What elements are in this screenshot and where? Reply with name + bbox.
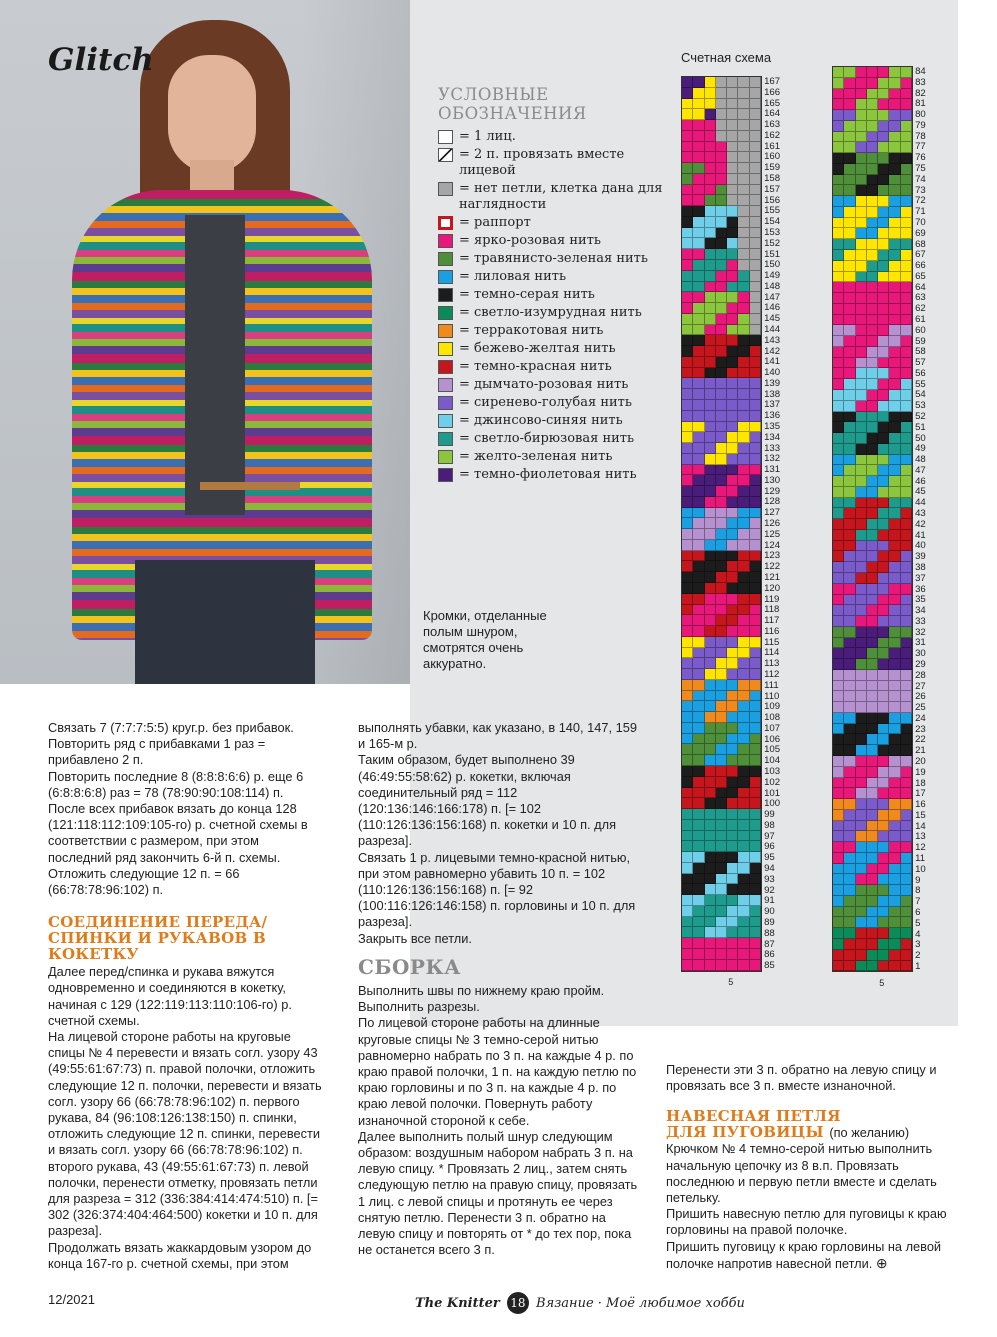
row-number: 71 — [915, 206, 926, 218]
row-number: 85 — [764, 960, 775, 972]
row-number: 31 — [915, 637, 926, 649]
legend-item — [438, 323, 668, 339]
row-number: 105 — [764, 744, 781, 756]
row-number: 97 — [764, 830, 775, 842]
row-number: 101 — [764, 787, 781, 799]
row-number: 143 — [764, 334, 781, 346]
legend-item — [438, 431, 668, 447]
row-number: 94 — [764, 863, 775, 875]
row-number: 122 — [764, 561, 781, 573]
legend-swatch — [438, 130, 453, 144]
row-number: 48 — [915, 454, 926, 466]
chart-grid-left — [681, 76, 762, 972]
row-number: 164 — [764, 108, 781, 120]
legend-label: = 2 п. провязать вместе лицевой — [459, 147, 625, 178]
row-number: 120 — [764, 582, 781, 594]
row-number: 84 — [915, 66, 926, 77]
row-number: 60 — [915, 324, 926, 336]
legend-label: = светло-бирюзовая нить — [459, 431, 635, 446]
paragraph: После всех прибавок вязать до конца 128 (121:118:112:109:105-го) р. счетной схемы в соответствии с размером, при этом последний ряд закончить 6-й п. схемы. Отложить следующие 12 п. = 66 (66:78:78:96:102) п. — [48, 801, 308, 898]
row-number: 139 — [764, 377, 781, 389]
row-number: 55 — [915, 378, 926, 390]
row-number: 54 — [915, 389, 926, 401]
row-number: 161 — [764, 140, 781, 152]
legend-swatch — [438, 324, 453, 338]
row-number: 74 — [915, 173, 926, 185]
row-number: 27 — [915, 680, 926, 692]
row-number: 165 — [764, 97, 781, 109]
row-number: 160 — [764, 151, 781, 163]
caption-line: аккуратно. — [423, 656, 487, 671]
paragraph: Связать 1 р. лицевыми темно-красной нитью, при этом равномерно убавить 10 п. = 102 (110:126:136:156:168) п. [= 92 (100:116:126:146:158) п. горловины и 10 п. для разреза]. — [358, 849, 636, 930]
row-number: 1 — [915, 960, 921, 972]
row-number: 129 — [764, 485, 781, 497]
grey-shirt — [185, 215, 245, 515]
magazine-tagline: Вязание · Моё любимое хобби — [536, 1296, 745, 1311]
legend-label: = темно-фиолетовая нить — [459, 467, 637, 482]
paragraph — [666, 1239, 958, 1272]
row-number: 47 — [915, 464, 926, 476]
row-number: 128 — [764, 496, 781, 508]
row-number: 124 — [764, 539, 781, 551]
row-number: 7 — [915, 896, 921, 908]
legend-item — [438, 251, 668, 267]
row-number: 43 — [915, 508, 926, 520]
legend-swatch — [438, 270, 453, 284]
legend-label: = желто-зеленая нить — [459, 449, 613, 464]
legend-label: = ярко-розовая нить — [459, 233, 601, 248]
row-number: 136 — [764, 410, 781, 422]
text-column-2 — [358, 720, 640, 1259]
row-number: 150 — [764, 259, 781, 271]
legend — [438, 85, 668, 485]
legend-item — [438, 147, 668, 179]
section-heading — [666, 1108, 958, 1141]
legend-label: = 1 лиц. — [459, 129, 516, 144]
row-number: 135 — [764, 421, 781, 432]
footer-magazine — [415, 1292, 745, 1314]
row-number: 109 — [764, 701, 781, 713]
row-number: 108 — [764, 712, 781, 724]
legend-label: = терракотовая нить — [459, 323, 604, 338]
legend-item — [438, 377, 668, 393]
paragraph: выполнять убавки, как указано, в 140, 147, 159 и 165-м р. — [358, 720, 637, 752]
row-number: 106 — [764, 733, 781, 745]
row-number: 114 — [764, 647, 780, 659]
row-number: 147 — [764, 291, 781, 303]
row-number: 13 — [915, 831, 926, 843]
row-numbers-left — [764, 77, 780, 972]
row-number: 38 — [915, 561, 926, 573]
row-number: 67 — [915, 249, 926, 261]
row-number: 99 — [764, 809, 775, 821]
row-number: 117 — [764, 615, 780, 627]
legend-item — [438, 181, 668, 213]
paragraph: Повторить последние 8 (8:8:8:6:6) р. еще 6 (6:8:8:6:8) раз = 78 (78:90:90:108:114) п. — [48, 768, 304, 800]
row-number: 15 — [915, 809, 926, 821]
row-number: 137 — [764, 399, 781, 411]
row-number: 100 — [764, 798, 781, 810]
row-number: 86 — [764, 949, 775, 961]
legend-label: = темно-красная нить — [459, 359, 612, 374]
row-number: 12 — [915, 842, 926, 854]
row-number: 51 — [915, 421, 926, 433]
legend-item — [438, 215, 668, 231]
legend-swatch — [438, 468, 453, 482]
row-number: 142 — [764, 345, 781, 357]
legend-item — [438, 287, 668, 303]
row-number: 22 — [915, 734, 926, 746]
row-number: 19 — [915, 766, 926, 778]
legend-item — [438, 359, 668, 375]
row-number: 90 — [764, 906, 775, 918]
row-number: 110 — [764, 690, 780, 702]
row-number: 162 — [764, 129, 781, 141]
row-number: 154 — [764, 216, 781, 228]
legend-swatch — [438, 450, 453, 464]
row-number: 89 — [764, 916, 775, 928]
legend-swatch — [438, 342, 453, 356]
legend-swatch — [438, 414, 453, 428]
row-number: 113 — [764, 658, 780, 670]
legend-swatch — [438, 182, 453, 196]
row-number: 103 — [764, 766, 781, 777]
legend-swatch — [438, 252, 453, 266]
row-number: 133 — [764, 442, 781, 454]
row-number: 151 — [764, 248, 781, 260]
row-number: 167 — [764, 76, 781, 87]
model-photo — [0, 0, 410, 684]
row-number: 130 — [764, 474, 781, 486]
row-number: 41 — [915, 529, 926, 541]
row-number: 29 — [915, 658, 926, 670]
row-number: 159 — [764, 162, 781, 174]
row-number: 96 — [764, 841, 775, 853]
row-number: 78 — [915, 130, 926, 142]
legend-label: = лиловая нить — [459, 269, 567, 284]
legend-item — [438, 341, 668, 357]
row-number: 69 — [915, 227, 926, 239]
row-number: 6 — [915, 906, 921, 918]
row-number: 46 — [915, 475, 926, 487]
row-number: 25 — [915, 702, 926, 714]
row-number: 155 — [764, 205, 781, 217]
row-number: 2 — [915, 950, 921, 962]
row-number: 95 — [764, 852, 775, 864]
row-number: 53 — [915, 400, 926, 412]
row-number: 156 — [764, 194, 781, 206]
magazine-name: The Knitter — [415, 1296, 500, 1311]
paragraph-text: Пришить пуговицу к краю горловины на левой полочке напротив навесной петли. — [666, 1238, 942, 1271]
row-number: 16 — [915, 799, 926, 811]
paragraph: Далее перед/спинка и рукава вяжутся одновременно и соединяются в кокетку, начиная с 129 (122:119:113:110:106-го) р. счетной схемы. — [48, 964, 292, 1028]
row-number: 107 — [764, 722, 781, 734]
row-number: 3 — [915, 939, 921, 951]
row-number: 36 — [915, 583, 926, 595]
row-number: 30 — [915, 648, 926, 660]
paragraph: Закрыть все петли. — [358, 930, 472, 946]
legend-label: = бежево-желтая нить — [459, 341, 616, 356]
legend-list — [438, 129, 668, 483]
end-mark-icon: ⊕ — [875, 1254, 888, 1271]
caption-line: смотрятся очень — [423, 640, 524, 655]
row-number: 132 — [764, 453, 781, 465]
row-number: 87 — [764, 938, 775, 950]
row-number: 65 — [915, 270, 926, 282]
legend-label: = раппорт — [459, 215, 531, 230]
legend-swatch — [438, 396, 453, 410]
row-number: 49 — [915, 443, 926, 455]
row-number: 76 — [915, 152, 926, 164]
text-column-1 — [48, 720, 324, 1272]
row-number: 126 — [764, 518, 781, 530]
paragraph: Таким образом, будет выполнено 39 (46:49:55:58:62) р. кокетки, включая соединительный ряд = 112 (120:136:146:166:178) п. [= 102 (110:126:136:156:168) п. кокетки и 10 п. для разреза]. — [358, 752, 616, 849]
paragraph: На лицевой стороне работы на круговые спицы № 4 перевести и вязать согл. узору 43 (49:55:61:67:73) п. правой полочки, отложить следующие 12 п. полочки, перевести и вязать согл. узору 66 (66:78:78:96:102) п. первого рукава, 84 (96:108:126:138:150) п. спинки, отложить следующие 12 п. спинки, перевести и вязать согл. узору 66 (66:78:78:96:102) п. второго рукава, 43 (49:55:61:67:73) п. левой полочки, перенести отметку, провязать петли для разреза = 312 (336:384:414:474:510) п. [= 302 (326:374:404:464:500) кокетки и 10 п. для разреза]. — [48, 1029, 322, 1239]
model-face — [168, 55, 256, 173]
row-number: 5 — [915, 917, 921, 929]
paragraph: Перенести эти 3 п. обратно на левую спицу и провязать все 3 п. вместе изнаночной. — [666, 1062, 937, 1094]
text-column-3 — [666, 1062, 958, 1272]
row-number: 8 — [915, 885, 921, 897]
row-number: 104 — [764, 755, 781, 767]
row-number: 134 — [764, 431, 781, 443]
legend-label: = травянисто-зеленая нить — [459, 251, 648, 266]
row-number: 82 — [915, 87, 926, 99]
row-number: 50 — [915, 432, 926, 444]
row-number: 141 — [764, 356, 781, 368]
row-number: 158 — [764, 173, 781, 185]
row-number: 26 — [915, 691, 926, 703]
row-number: 102 — [764, 776, 781, 788]
legend-label: = сиренево-голубая нить — [459, 395, 632, 410]
row-number: 81 — [915, 98, 926, 110]
legend-item — [438, 449, 668, 465]
row-number: 9 — [915, 874, 921, 886]
row-number: 23 — [915, 723, 926, 735]
legend-swatch — [438, 288, 453, 302]
row-number: 34 — [915, 605, 926, 617]
row-number: 18 — [915, 777, 926, 789]
legend-item — [438, 413, 668, 429]
legend-heading-line2: ОБОЗНАЧЕНИЯ — [438, 104, 587, 123]
row-number: 70 — [915, 216, 926, 228]
row-number: 40 — [915, 540, 926, 552]
row-number: 140 — [764, 367, 781, 379]
row-number: 157 — [764, 183, 781, 195]
column-number-left: 5 — [728, 976, 734, 987]
row-number: 17 — [915, 788, 926, 800]
row-number: 91 — [764, 895, 775, 907]
row-number: 44 — [915, 497, 926, 509]
row-number: 138 — [764, 388, 781, 400]
row-number: 58 — [915, 346, 926, 358]
row-number: 20 — [915, 756, 926, 767]
paragraph: Продолжать вязать жаккардовым узором до конца 167-го р. счетной схемы, при этом — [48, 1239, 312, 1271]
legend-label: = светло-изумрудная нить — [459, 305, 642, 320]
legend-label: = джинсово-синяя нить — [459, 413, 623, 428]
row-number: 66 — [915, 260, 926, 272]
row-number: 79 — [915, 119, 926, 131]
legend-heading — [438, 85, 668, 123]
row-number: 35 — [915, 594, 926, 606]
row-number: 4 — [915, 928, 921, 940]
row-number: 118 — [764, 604, 780, 616]
paragraph: Пришить навесную петлю для пуговицы к краю горловины на правой полочке. — [666, 1206, 947, 1238]
row-number: 59 — [915, 335, 926, 347]
page-number: 18 — [507, 1292, 529, 1314]
row-number: 56 — [915, 367, 926, 379]
legend-swatch — [438, 432, 453, 446]
belt — [200, 482, 300, 490]
row-number: 24 — [915, 712, 926, 724]
row-number: 116 — [764, 625, 780, 637]
jeans — [135, 560, 315, 684]
row-number: 112 — [764, 668, 780, 680]
pattern-title: Glitch — [48, 42, 154, 78]
row-number: 144 — [764, 323, 781, 335]
legend-item — [438, 269, 668, 285]
legend-item — [438, 129, 668, 145]
row-number: 93 — [764, 873, 775, 885]
row-number: 148 — [764, 280, 781, 292]
row-number: 166 — [764, 86, 781, 98]
row-number: 146 — [764, 302, 781, 314]
row-number: 72 — [915, 195, 926, 207]
row-number: 145 — [764, 313, 781, 325]
row-number: 111 — [764, 679, 779, 691]
footer-date: 12/2021 — [48, 1292, 95, 1307]
row-number: 77 — [915, 141, 926, 153]
paragraph: Далее выполнить полый шнур следующим образом: воздушным набором набрать 3 п. на левую спицу. * Провязать 2 лиц., затем снять следующую петлю на правую спицу, провязать 1 лиц. с левой спицы и протянуть ее через снятую петлю. Перенести 3 п. обратно на левую спицу и повторять от * до тех пор, пока не останется всего 3 п. — [358, 1128, 638, 1258]
legend-swatch — [438, 216, 453, 230]
row-number: 127 — [764, 507, 781, 519]
legend-item — [438, 395, 668, 411]
paragraph: По лицевой стороне работы на длинные круговые спицы № 3 темно-серой нитью равномерно набрать по 3 п. на каждые 4 р. по краю правой полочки, 1 п. на каждую петлю по краю горловины и по 3 п. на каждые 4 р. по краю левой полочки. Повернуть работу изнаночной стороной к себе. — [358, 1015, 637, 1128]
caption-line: Кромки, отделанные — [423, 608, 547, 623]
legend-label: = нет петли, клетка дана для наглядности — [459, 181, 663, 212]
chart-grid-right — [832, 66, 913, 972]
section-heading: СОЕДИНЕНИЕ ПЕРЕДА/СПИНКИ И РУКАВОВ В КОКЕТКУ — [48, 913, 268, 964]
row-number: 75 — [915, 163, 926, 175]
heading-line: НАВЕСНАЯ ПЕТЛЯ — [666, 1107, 841, 1126]
legend-swatch — [438, 234, 453, 248]
row-number: 92 — [764, 884, 775, 896]
row-number: 83 — [915, 76, 926, 88]
row-number: 125 — [764, 528, 781, 540]
paragraph: Связать 7 (7:7:7:5:5) круг.р. без прибавок. Повторить ряд с прибавками 1 раз = прибавлено 2 п. — [48, 720, 294, 768]
legend-item — [438, 467, 668, 483]
legend-swatch — [438, 306, 453, 320]
row-number: 131 — [764, 464, 781, 476]
row-number: 121 — [764, 571, 781, 583]
row-number: 37 — [915, 572, 926, 584]
row-number: 80 — [915, 109, 926, 121]
row-number: 64 — [915, 281, 926, 293]
row-number: 42 — [915, 518, 926, 530]
row-number: 33 — [915, 615, 926, 627]
row-number: 14 — [915, 820, 926, 832]
legend-swatch — [438, 148, 453, 162]
row-number: 63 — [915, 292, 926, 304]
legend-swatch — [438, 360, 453, 374]
legend-item — [438, 305, 668, 321]
row-number: 28 — [915, 669, 926, 681]
row-number: 163 — [764, 119, 781, 131]
row-number: 62 — [915, 303, 926, 315]
row-number: 152 — [764, 237, 781, 249]
legend-swatch — [438, 378, 453, 392]
row-number: 52 — [915, 411, 926, 422]
paragraph: Крючком № 4 темно-серой нитью выполнить начальную цепочку из 8 в.п. Провязать последнюю и первую петли вместе и сделать петельку. — [666, 1141, 937, 1206]
row-numbers-right — [915, 67, 926, 973]
legend-label: = дымчато-розовая нить — [459, 377, 629, 392]
section-heading: СБОРКА — [358, 954, 461, 979]
row-number: 68 — [915, 238, 926, 250]
heading-suffix: (по желанию) — [829, 1125, 910, 1141]
row-number: 21 — [915, 745, 926, 757]
row-number: 57 — [915, 357, 926, 369]
row-number: 10 — [915, 863, 926, 875]
legend-item — [438, 233, 668, 249]
row-number: 61 — [915, 313, 926, 325]
caption-line: полым шнуром, — [423, 624, 518, 639]
row-number: 98 — [764, 819, 775, 831]
row-number: 88 — [764, 927, 775, 939]
heading-line: ДЛЯ ПУГОВИЦЫ — [666, 1123, 824, 1142]
row-number: 73 — [915, 184, 926, 196]
column-number-right: 5 — [879, 977, 885, 988]
legend-label: = темно-серая нить — [459, 287, 595, 302]
photo-caption — [423, 608, 547, 672]
paragraph: Выполнить швы по нижнему краю пройм. Выполнить разрезы. — [358, 983, 605, 1015]
row-number: 39 — [915, 551, 926, 563]
row-number: 123 — [764, 550, 781, 562]
row-number: 115 — [764, 636, 780, 648]
row-number: 11 — [915, 853, 926, 865]
chart-title: Счетная схема — [681, 50, 772, 65]
row-number: 153 — [764, 226, 781, 238]
row-number: 45 — [915, 486, 926, 498]
row-number: 149 — [764, 270, 781, 282]
row-number: 32 — [915, 626, 926, 638]
legend-heading-line1: УСЛОВНЫЕ — [438, 85, 549, 104]
row-number: 119 — [764, 593, 780, 605]
